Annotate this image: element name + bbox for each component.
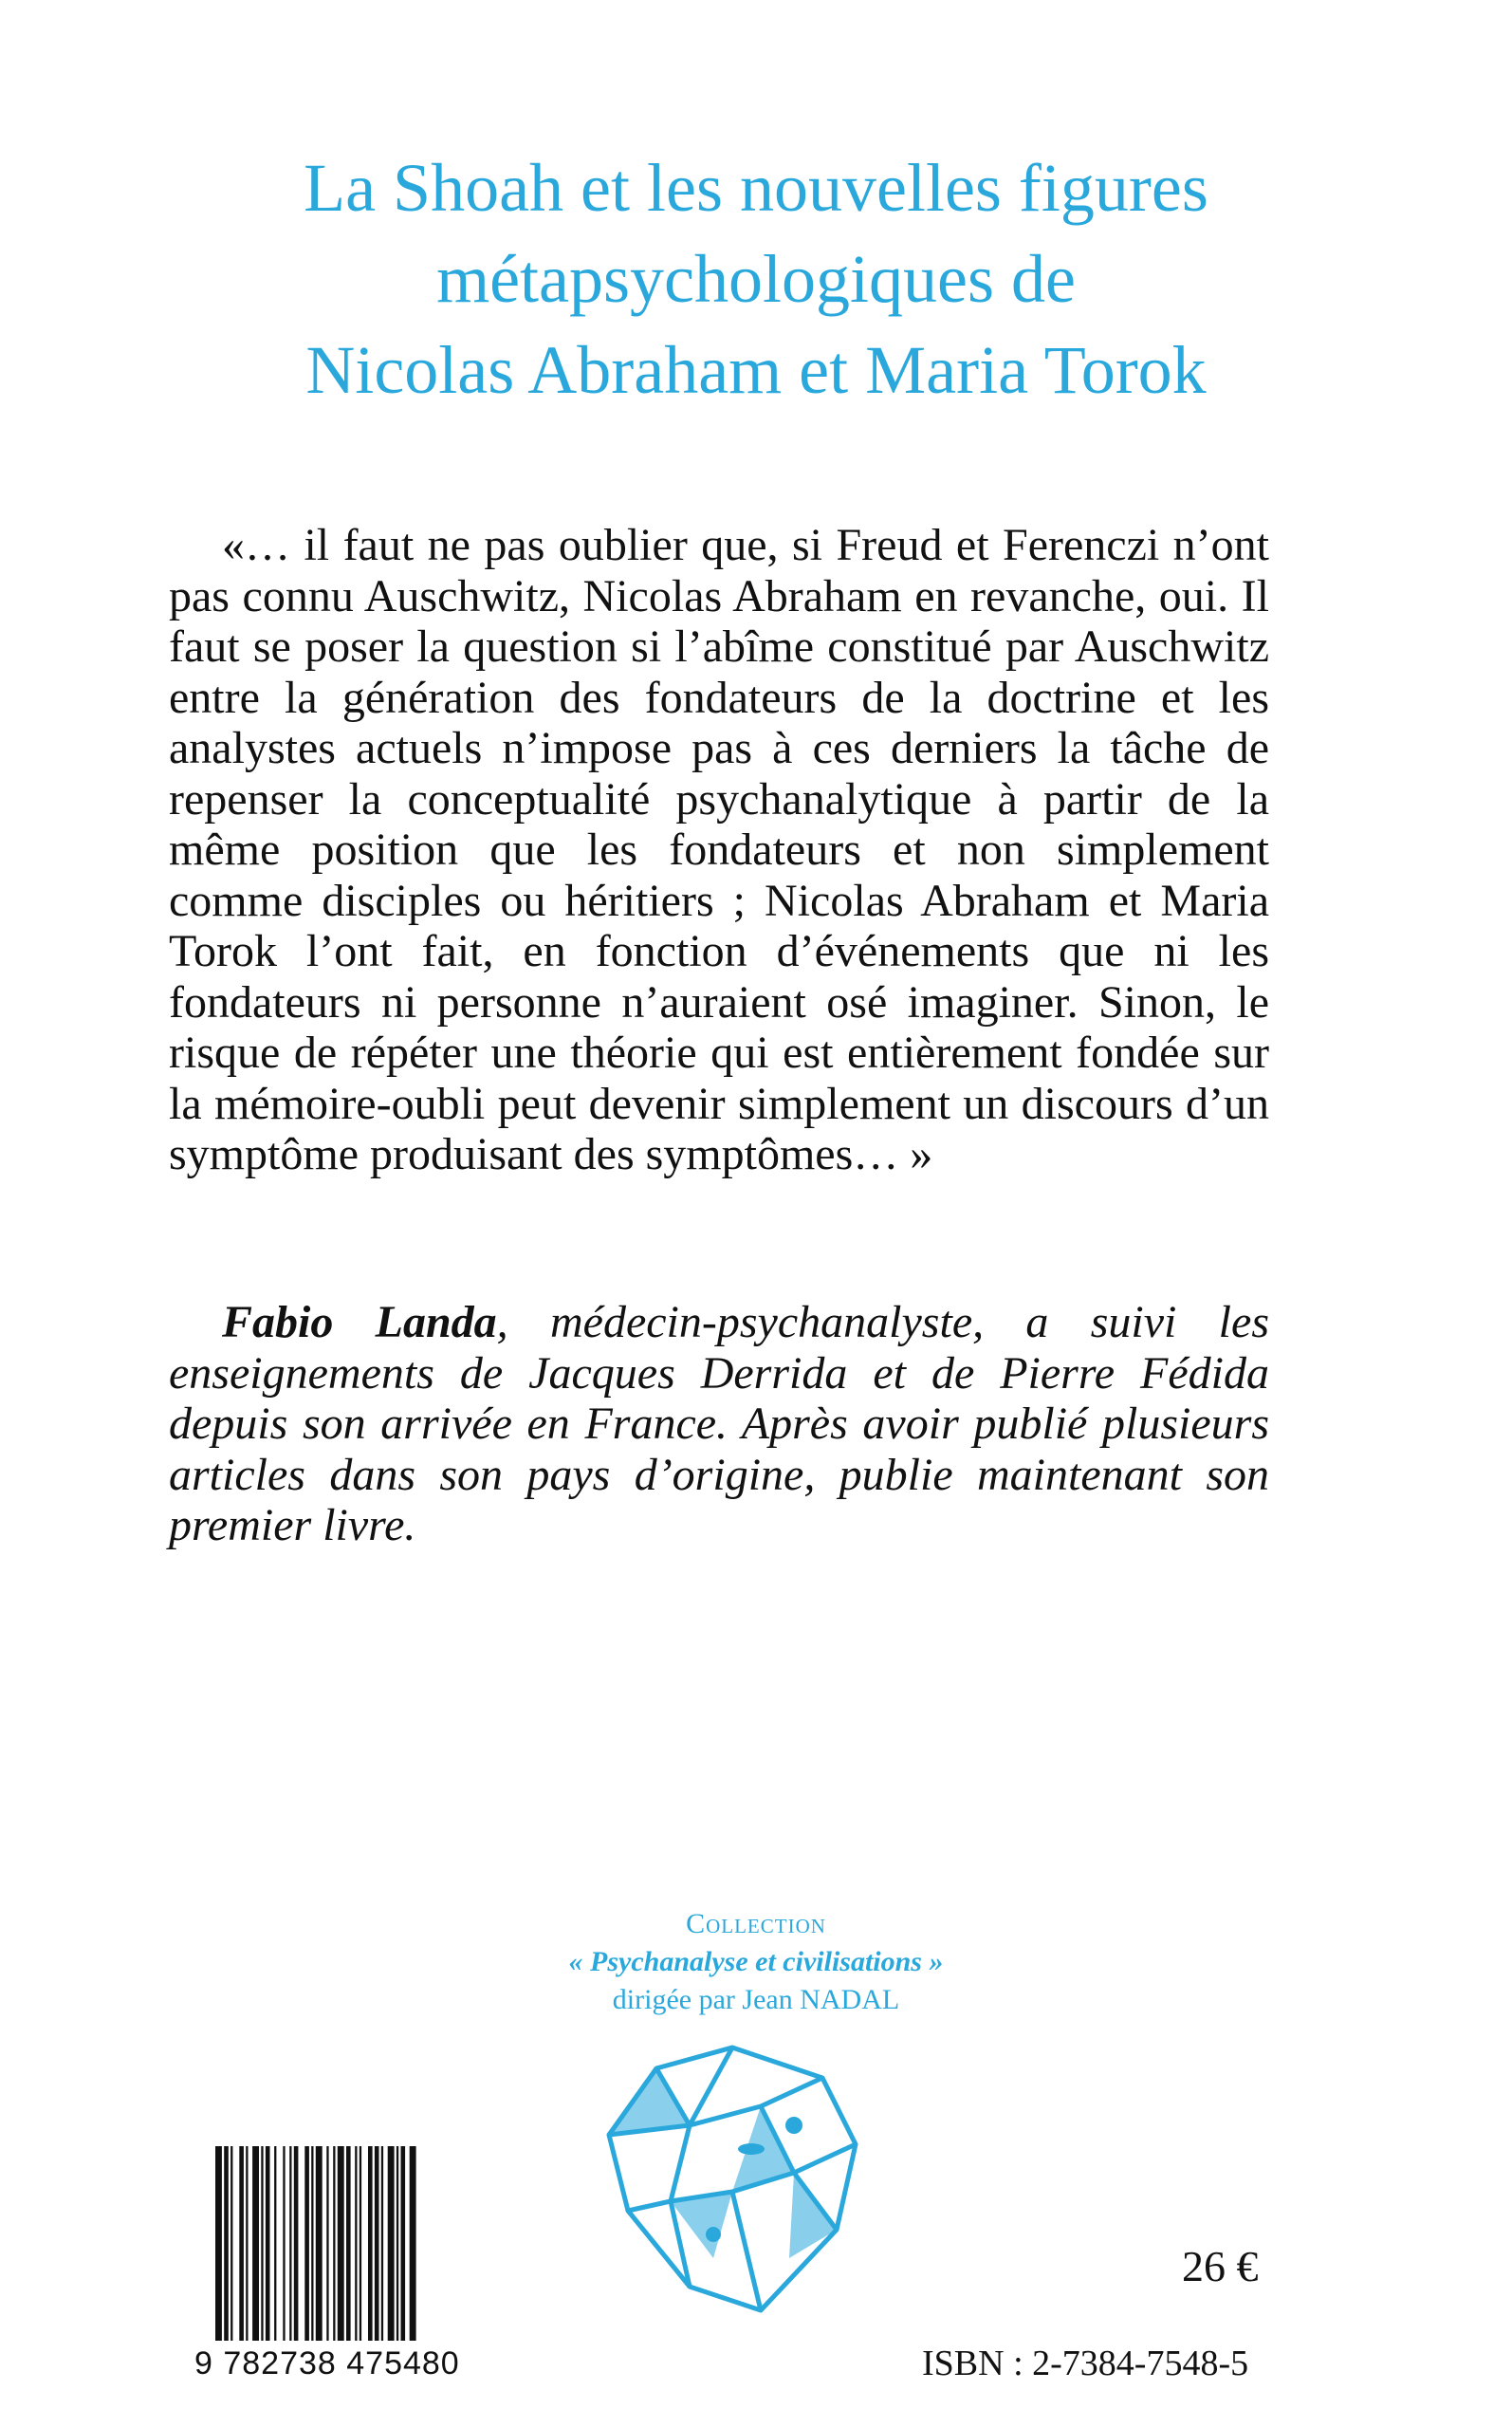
barcode-bar	[333, 2146, 335, 2341]
collection-block	[0, 1905, 1512, 2019]
barcode-bar	[230, 2146, 232, 2341]
barcode-bar	[311, 2146, 313, 2341]
barcode-bar	[346, 2146, 351, 2341]
barcode-bar	[294, 2146, 299, 2341]
author-bio-text: , médecin-psychanalyste, a suivi les enseignements de Jacques Derrida et de Pierre Fédida depuis son arrivée en France. Après avoir publié plusieurs articles dans son pays d’origine, publie maintenant son premier livre.	[169, 1297, 1269, 1550]
barcode-bar	[396, 2146, 398, 2341]
barcode-bar	[304, 2146, 309, 2341]
barcode-bar	[274, 2146, 276, 2341]
collection-name: « Psychanalyse et civilisations »	[568, 1946, 944, 1977]
barcode-bar	[224, 2146, 229, 2341]
barcode-bar	[368, 2146, 373, 2341]
barcode-bar	[289, 2146, 291, 2341]
title-line-2: métapsychologiques de	[436, 241, 1076, 317]
barcode-bar	[338, 2146, 344, 2341]
barcode-bar	[410, 2146, 416, 2341]
title-line-3: Nicolas Abraham et Maria Torok	[305, 332, 1207, 408]
book-title	[0, 142, 1512, 416]
author-name: Fabio Landa	[222, 1297, 497, 1347]
barcode-bar	[239, 2146, 244, 2341]
barcode-bar	[360, 2146, 361, 2341]
author-bio	[169, 1297, 1269, 1551]
barcode-bar	[215, 2146, 222, 2341]
barcode-bar	[252, 2146, 259, 2341]
barcode-bar	[316, 2146, 323, 2341]
back-cover-quote: «… il faut ne pas oublier que, si Freud et Ferenczi n’ont pas connu Auschwitz, Nicolas Abraham en revanche, oui. Il faut se poser la question si l’abîme constitué par Auschwitz entre la génération des fondateurs de la doctrine et les analystes actuels n’impose pas à ces derniers la tâche de repenser la conceptualité psychanalytique à partir de la même position que les fondateurs et non simplement comme disciples ou héritiers ; Nicolas Abraham et Maria Torok l’ont fait, en fonction d’événements que ni les fondateurs ni personne n’auraient osé imaginer. Sinon, le risque de répéter une théorie qui est entièrement fondée sur la mémoire-oubli peut devenir simplement un discours d’un symptôme produisant des symptômes… »	[169, 520, 1269, 1179]
barcode-bar	[375, 2146, 379, 2341]
barcode-bar	[283, 2146, 285, 2341]
barcode-bar	[246, 2146, 248, 2341]
barcode-bar	[401, 2146, 406, 2341]
collection-director: dirigée par Jean NADAL	[612, 1984, 900, 2015]
collection-label: Collection	[686, 1908, 826, 1939]
title-line-1: La Shoah et les nouvelles figures	[304, 150, 1208, 226]
crystal-face-logo-icon	[599, 2040, 867, 2325]
barcode-bar	[355, 2146, 357, 2341]
barcode-bar	[381, 2146, 383, 2341]
barcode-bar	[388, 2146, 395, 2341]
isbn: ISBN : 2-7384-7548-5	[922, 2344, 1249, 2383]
barcode-bar	[261, 2146, 263, 2341]
price: 26 €	[1182, 2242, 1259, 2290]
barcode-bar	[326, 2146, 328, 2341]
barcode-bar	[266, 2146, 270, 2341]
barcode-number: 9 782738 475480	[194, 2345, 460, 2381]
